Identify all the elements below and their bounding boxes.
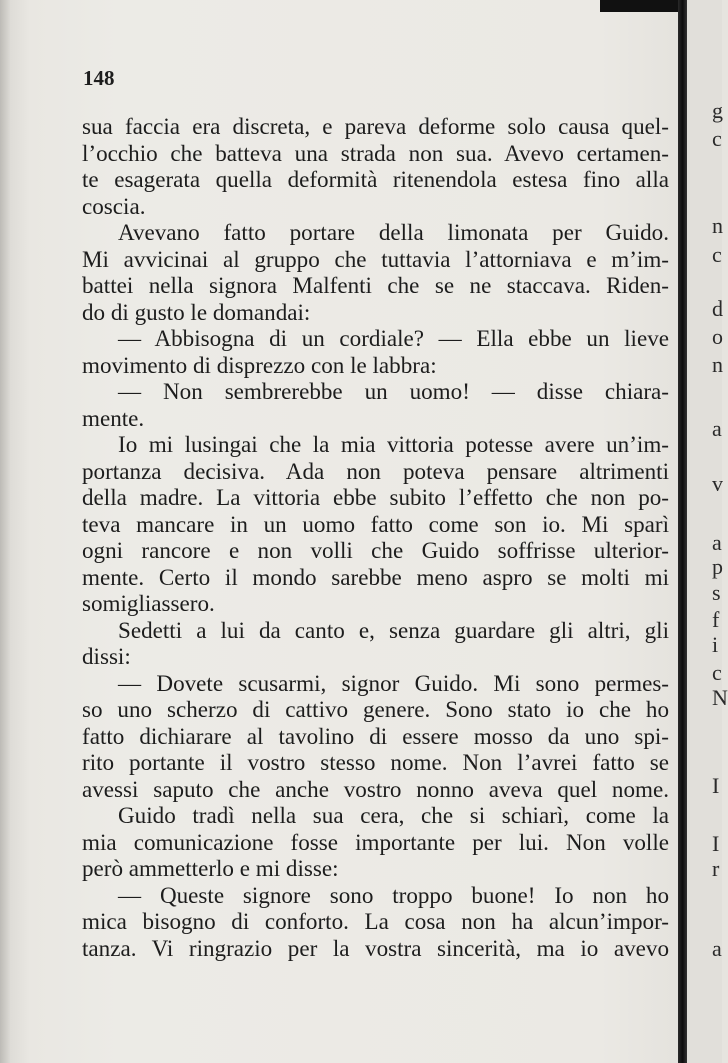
text-line: — Non sembrerebbe un uomo! — disse chiara- <box>118 378 669 404</box>
text-line: mente. <box>82 404 145 431</box>
adjacent-page-char: a <box>712 416 722 441</box>
adjacent-page-char: f <box>712 607 720 632</box>
adjacent-page-char: a <box>712 936 722 961</box>
body-text <box>82 113 669 961</box>
adjacent-page-char: c <box>712 660 722 685</box>
text-line: coscia. <box>82 192 146 219</box>
text-line: portanza decisiva. Ada non poteva pensare altrimenti <box>82 457 669 484</box>
adjacent-page-char: I <box>712 773 720 798</box>
text-line: dissi: <box>82 643 131 669</box>
text-line: mica bisogno di conforto. La cosa non ha alcun’impor- <box>82 908 669 934</box>
book-gutter <box>678 0 687 1063</box>
text-line: mia comunicazione fosse importante per lui. Non volle <box>82 828 669 855</box>
text-line: Avevano fatto portare della limonata per Guido. <box>118 219 669 245</box>
adjacent-page-char: v <box>712 471 723 496</box>
page-number: 148 <box>83 66 115 90</box>
adjacent-page-char: i <box>712 632 719 657</box>
text-line: te esagerata quella deformità ritenendola estesa fino alla <box>82 166 669 192</box>
text-line: teva mancare in un uomo fatto come son io. Mi sparì <box>82 510 669 537</box>
text-line: tanza. Vi ringrazio per la vostra sincerità, ma io avevo <box>82 934 669 961</box>
text-line: ogni rancore e non volli che Guido soffrisse ulterior- <box>82 537 669 563</box>
text-line: movimento di disprezzo con le labbra: <box>82 351 437 378</box>
text-line: — Dovete scusarmi, signor Guido. Mi sono permes- <box>118 669 669 696</box>
text-line: — Queste signore sono troppo buone! Io non ho <box>118 881 669 908</box>
text-line: so uno scherzo di cattivo genere. Sono stato io che ho <box>82 696 669 722</box>
text-line: Mi avvicinai al gruppo che tuttavia l’attorniava e m’im- <box>82 245 669 272</box>
adjacent-page-char: a <box>712 530 722 555</box>
text-line: Sedetti a lui da canto e, senza guardare gli altri, gli <box>118 616 669 643</box>
text-line: rito portante il vostro stesso nome. Non l’avrei fatto se <box>82 749 669 775</box>
adjacent-page-char: n <box>712 213 723 238</box>
adjacent-page-char: I <box>712 831 720 856</box>
text-line: mente. Certo il mondo sarebbe meno aspro se molti mi <box>82 563 669 590</box>
adjacent-page-char: d <box>712 296 723 321</box>
adjacent-page-char: c <box>712 242 722 267</box>
adjacent-page-char: s <box>712 580 721 605</box>
text-line: però ammetterlo e mi disse: <box>82 855 339 881</box>
text-line: Guido tradì nella sua cera, che si schiarì, come la <box>118 802 669 828</box>
text-line: battei nella signora Malfenti che se ne staccava. Riden- <box>82 272 669 298</box>
text-line: do di gusto le domandai: <box>82 298 311 325</box>
adjacent-page-char: n <box>712 352 723 377</box>
text-line: Io mi lusingai che la mia vittoria potesse avere un’im- <box>118 431 669 457</box>
adjacent-page-char: N <box>712 685 728 710</box>
adjacent-page-char: c <box>712 126 722 151</box>
page-left-shadow <box>0 0 10 1063</box>
adjacent-page-char: r <box>712 856 720 881</box>
adjacent-page-char: o <box>712 324 723 349</box>
adjacent-page-char: g <box>712 98 723 123</box>
adjacent-page-char: p <box>712 554 723 579</box>
text-line: l’occhio che batteva una strada non sua. Avevo certamen- <box>82 139 669 166</box>
text-line: della madre. La vittoria ebbe subito l’effetto che non po- <box>82 484 669 510</box>
text-line: somigliassero. <box>82 590 215 616</box>
text-line: avessi saputo che anche vostro nonno aveva quel nome. <box>82 775 669 802</box>
text-line: sua faccia era discreta, e pareva deforme solo causa quel- <box>82 113 669 139</box>
text-line: — Abbisogna di un cordiale? — Ella ebbe un lieve <box>118 325 669 351</box>
text-line: fatto dichiarare al tavolino di essere mosso da uno spi- <box>82 722 669 749</box>
